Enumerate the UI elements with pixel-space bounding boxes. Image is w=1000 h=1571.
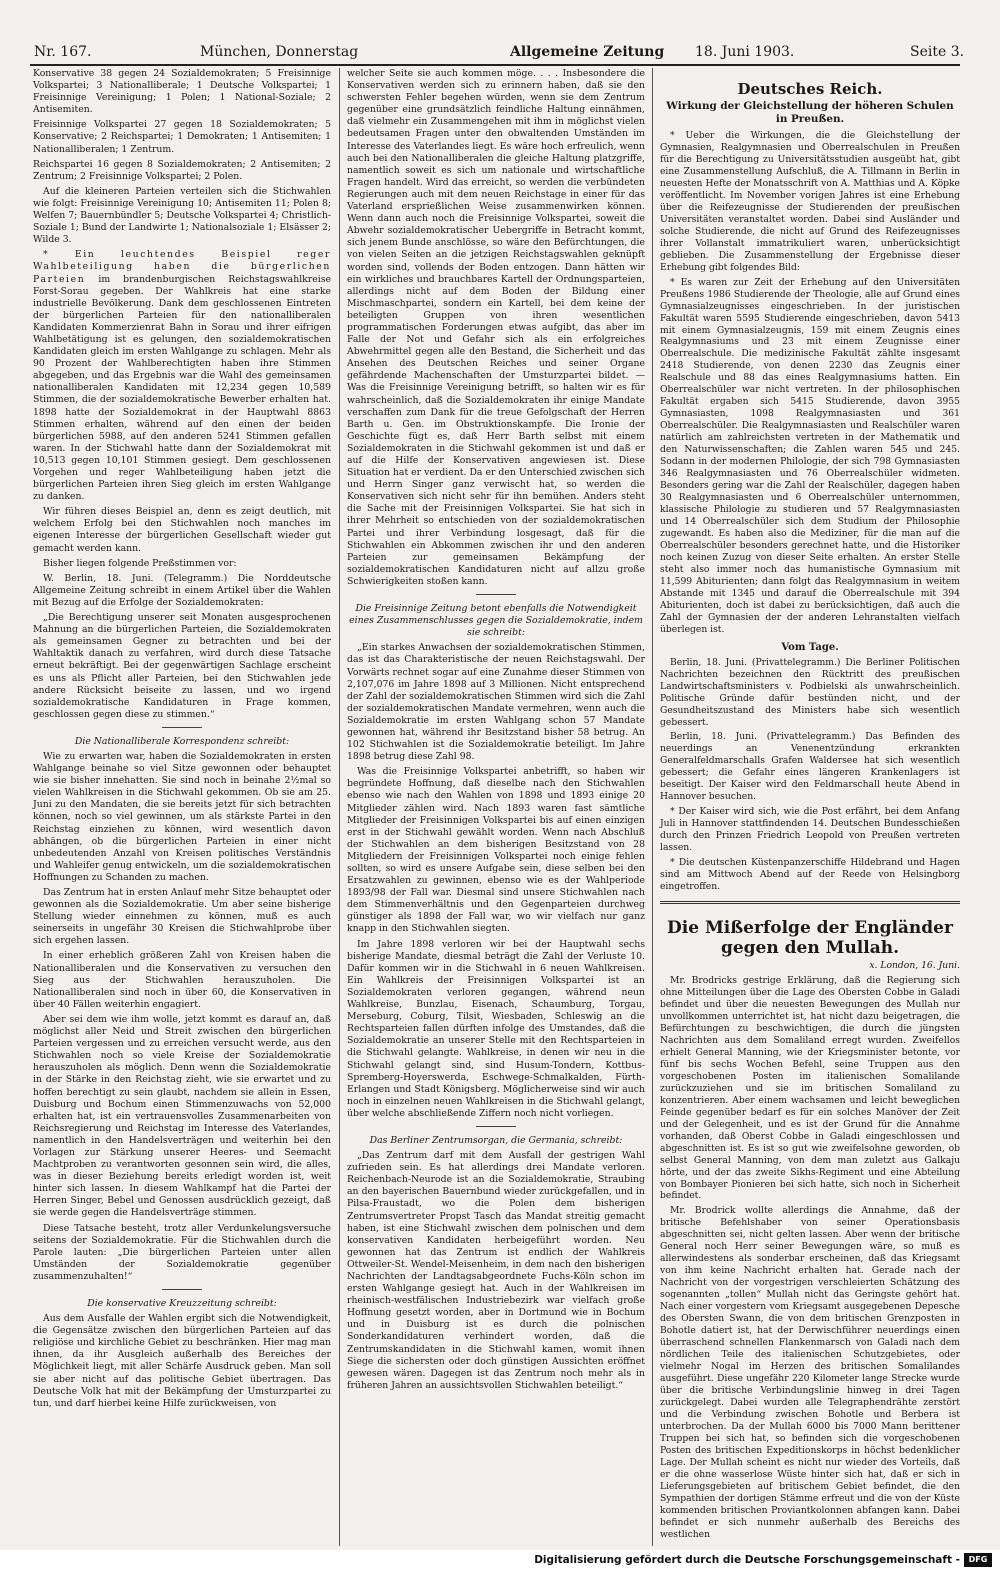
paragraph: W. Berlin, 18. Juni. (Telegramm.) Die Norddeutsche Allgemeine Zeitung schreibt in einem Artikel über die Wahlen mit Bezug auf die Erfolge der Sozialdemokraten: bbox=[33, 572, 331, 608]
paragraph: Auf die kleineren Parteien verteilen sich die Stichwahlen wie folgt: Freisinnige Vereinigung 10; Antisemiten 11; Polen 8; Welfen 7; Bauernbündler 5; Deutsche Volkspartei 4; Christlich-Soziale 1; Bund der Landwirte 1; Nationalsoziale 1; Elsässer 2; Wilde 3. bbox=[33, 185, 331, 246]
paragraph: * Der Kaiser wird sich, wie die Post erfährt, bei dem Anfang Juli in Hannover stattfindenden 14. Deutschen Bundesschießen durch den Prinzen Friedrich Leopold von Preußen vertreten lassen. bbox=[660, 806, 960, 854]
divider bbox=[162, 727, 202, 728]
paragraph: Reichspartei 16 gegen 8 Sozialdemokraten; 2 Antisemiten; 2 Zentrum; 2 Freisinnige Volkspartei; 2 Polen. bbox=[33, 158, 331, 182]
section-intro: Das Berliner Zentrumsorgan, die Germania, schreibt: bbox=[369, 1134, 623, 1146]
article-headline: Die Mißerfolge der Engländer gegen den Mullah. bbox=[667, 918, 953, 959]
lead-text: * Ein leuchtendes Beispiel reger Wahlbeteiligung haben die bürgerlichen Parteien bbox=[33, 249, 331, 285]
column-divider bbox=[339, 68, 340, 1546]
quote-paragraph: „Das Zentrum darf mit dem Ausfall der gestrigen Wahl zufrieden sein. Es hat allerdings drei Mandate verloren. Reichenbach-Neurode ist an die Sozialdemokratie, Straubing an den bayerischen Bauernbund wieder zurückgefallen, und in Pilsa-Fraustadt, wo die Polen dem bisherigen Zentrumsvertreter Propst Tasch das Mandat streitig gemacht haben, ist eine Stichwahl zwischen dem polnischen und dem konservativen Kandidaten herbeigeführt worden. Neu gewonnen hat das Zentrum ist endlich der Wahlkreis Ottweiler-St. Wendel-Meisenheim, in dem nach den bisherigen Nachrichten der Landtagsabgeordnete Fuchs-Köln schon im ersten Wahlgange gesiegt hat. Auch in der Wahlkreisen im rheinisch-westfälischen Industriebezirk war vielfach große Hoffnung gesetzt worden, aber in Dortmund wie in Bochum und in Duisburg ist es durch die polnischen Sonderkandidaturen verhindert worden, daß die Zentrumskandidaten in die Stichwahl kamen, womit ihnen Siege die sichersten oder doch günstigen Aussichten eröffnet gewesen wären. Dagegen ist das Zentrum noch mehr als in früheren Jahren an aussichtsvollen Stichwahlen beteiligt.“ bbox=[347, 1150, 645, 1391]
issue-number: Nr. 167. bbox=[34, 44, 92, 60]
quote-paragraph: * Es waren zur Zeit der Erhebung auf den Universitäten Preußens 1986 Studierende der Theologie, alle auf Grund eines Gymnasialzeugnisses eingeschrieben. In der juristischen Fakultät waren 5595 Studierende eingeschrieben, davon 5413 mit einem Gymnasialzeugnis, 159 mit einem Zeugnis eines Realgymnasiums und 23 mit einem Zeugnisse einer Oberrealschule. Die medizinische Fakultät zählte insgesamt 2418 Studierende, von denen 2230 das Zeugnis einer Realschule und 88 das eines Realgymnasiums hatten. Ein Oberrealschüler war nicht vertreten. In der philosophischen Fakultät ergaben sich 5415 Studierende, davon 3955 Gymnasiasten, 1098 Realgymnasiasten und 361 Oberrealschüler. Die Realgymnasiasten und Realschüler waren natürlich am zahlreichsten vertreten in der Mathematik und den Naturwissenschaften; die Zahlen waren 545 und 245. Sodann in der modernen Philologie, der sich 798 Gymnasiasten 346 Realgymnasiasten und 76 Oberrealschüler widmeten. Besonders gering war die Zahl der Realschüler, dagegen haben 30 Realgymnasiasten und 6 Oberrealschüler unternommen, klassische Philologie zu studieren und 57 Realgymnasiasten und 14 Oberrealschüler sich dem Studium der Philosophie zugewandt. Es haben also die Mediziner, für die man auf die Oberrealschüler besonders gerechnet hatte, und die Historiker noch keinen Zuzug von dieser Seite erhalten. An erster Stelle steht also immer noch das humanistische Gymnasium mit 11,599 Abiturienten; dann folgt das Realgymnasium in weitem Abstande mit 1345 und darauf die Oberrealschule mit 394 Abiturienten, doch ist dabei zu berücksichtigen, daß auch die Zahl der Gymnasien der der anderen Lehranstalten vielfach überlegen ist. bbox=[660, 276, 960, 635]
paragraph: Berlin, 18. Juni. (Privattelegramm.) Das Befinden des neuerdings an Venenentzündung erkrankten Generalfeldmarschalls Grafen Waldersee hat sich wesentlich gebessert; die Gefahr eines längeren Krankenlagers ist beseitigt. Der Kaiser wird den Feldmarschall heute Abend in Hannover besuchen. bbox=[660, 731, 960, 803]
quote-paragraph: „Die Berechtigung unserer seit Monaten ausgesprochenen Mahnung an die bürgerlichen Parteien, die Sozialdemokraten als gemeinsamen Gegner zu betrachten und bei der Wahltaktik danach zu verfahren, wird durch diese Tatsache erneut bekräftigt. Bei der gegenwärtigen Sachlage erscheint es uns als Pflicht aller Parteien, bei den Stichwahlen jede andere Rücksicht beiseite zu lassen, und wo irgend sozialdemokratische Kandidaturen in Frage kommen, geschlossen gegen diese zu stimmen.“ bbox=[33, 612, 331, 720]
column-divider bbox=[652, 68, 653, 1546]
paragraph: Wir führen dieses Beispiel an, denn es zeigt deutlich, mit welchem Erfolg bei den Stichwahlen noch manches im eigenen Interesse der bürgerlichen Gesellschaft wieder gut gemacht werden kann. bbox=[33, 506, 331, 554]
funding-note: Digitalisierung gefördert durch die Deutsche Forschungsgemeinschaft - bbox=[534, 1554, 960, 1566]
page-header bbox=[30, 42, 965, 66]
header-city-day: München, Donnerstag bbox=[200, 44, 359, 60]
section-heading: Deutsches Reich. bbox=[737, 80, 883, 98]
quote-paragraph: „Ein starkes Anwachsen der sozialdemokratischen Stimmen, das ist das Charakteristische der neuen Reichstagswahl. Der Vorwärts rechnet sogar auf eine Zunahme dieser Stimmen von 2,107,076 im Jahre 1898 auf 3 Millionen. Nicht entsprechend der Zahl der sozialdemokratischen Stimmen wird sich die Zahl der sozialdemokratischen Mandate vermehren, wenn auch die Sozialdemokratie im ersten Wahlgang schon 57 Mandate gewonnen hat, während ihr Besitzstand bisher 58 betrug. An 102 Stichwahlen ist die Sozialdemokratie beteiligt. Im Jahre 1898 betrug diese Zahl 98. bbox=[347, 642, 645, 763]
column-1 bbox=[33, 68, 331, 1413]
paragraph: Mr. Brodricks gestrige Erklärung, daß die Regierung sich ohne Mitteilungen über die Lage des Obersten Cobbe in Galadi befindet und über die neuesten Bewegungen des Mullah nur unvollkommen unterrichtet ist, hat nicht dazu beigetragen, die Befürchtungen zu beschwichtigen, die durch die jüngsten Nachrichten aus dem Somaliland erregt wurden. Zweifellos erhielt General Manning, wie der Kriegsminister betonte, vor fünf bis sechs Wochen Befehl, seine Truppen aus den vorgeschobenen Posten im italienischen Somalilande zurückzuziehen und sie im britischen Somaliland zu konzentrieren. Aber einem wachsamen und leicht beweglichen Feinde gegenüber bedarf es für ein solches Manöver der Zeit und der Gelegenheit, und es ist der Grund für die Annahme vorhanden, daß Oberst Cobbe in Galadi eingeschlossen und abgeschnitten ist. Es ist so gut wie zweifelsohne geworden, ob selbst General Manning, von dem man zuletzt aus Galkaju hörte, und der das zweite Sikhs-Regiment und eine Abteilung von Bombayer Pionieren bei sich hatte, sich noch in Sicherheit befindet. bbox=[660, 975, 960, 1202]
column-2 bbox=[347, 68, 645, 1395]
section-divider bbox=[660, 901, 960, 904]
newspaper-title: Allgemeine Zeitung bbox=[510, 44, 665, 60]
divider bbox=[476, 594, 516, 595]
paragraph: Diese Tatsache besteht, trotz aller Verdunkelungsversuche seitens der Sozialdemokratie. Für die Stichwahlen durch die Parole lauten: „Die bürgerlichen Parteien unter allen Umständen der Sozialdemokratie gegenüber zusammenzuhalten!“ bbox=[33, 1222, 331, 1282]
paragraph: Mr. Brodrick wollte allerdings die Annahme, daß der britische Befehlshaber von seiner Operationsbasis abgeschnitten sei, nicht gelten lassen. Aber wenn der britische General noch Herr seiner Bewegungen wäre, so muß es allerwindestens als sonderbar erscheinen, daß das Kriegsamt von ihm keine Nachricht erhalten hat. Gerade nach der Nachricht von der vorgestrigen verschleierten Schätzung des sogenannten „tollen“ Mullah nicht das Geringste gehört hat. Nach einer vorgestern vom Kriegsamt ausgegebenen Depesche des Obersten Swann, die von dem britischen Grenzposten in Bohotle datiert ist, hat der Derwischführer neuerdings einen überraschend schnellen Flankenmarsch von Galadi nach dem nördlichen Teile des italienischen Schutzgebietes, oder vielmehr Nogal im Herzen des britischen Somalilandes ausgeführt. Diese ungefähr 220 Kilometer lange Strecke wurde über die britische Verbindungslinie hinweg in drei Tagen zurückgelegt. Dabei wurden alle Telegraphendrähte zerstört und die Verbindung zwischen Bohotle und Berbera ist unterbrochen. Da der Mullah 6000 bis 7000 Mann berittener Truppen bei sich hat, so befinden sich die vorgeschobenen Posten des britischen Expeditionskorps in höchst bedenklicher Lage. Der Mullah scheint es nicht nur wieder des Vorteils, daß er die ohne wasserlose Wüste hinter sich hat, daß er sich in Lieferungsgebieten auf britischem Gebiet befindet, die den Sympathien der dortigen Stämme erfreut und die von der Küste kommenden britischen Proviantkolonnen abfangen kann. Dabei befindet er sich nunmehr außerhalb des Bereichs des westlichen bbox=[660, 1205, 960, 1540]
paragraph: Freisinnige Volkspartei 27 gegen 18 Sozialdemokraten; 5 Konservative; 2 Reichspartei; 1 Demokraten; 1 Antisemiten; 1 Nationalliberalen; 1 Zentrum. bbox=[33, 119, 331, 155]
column-3 bbox=[660, 68, 960, 1544]
paragraph: Im Jahre 1898 verloren wir bei der Hauptwahl sechs bisherige Mandate, diesmal beträgt die Zahl der Verluste 10. Dafür kommen wir in die Stichwahl in 6 neuen Wahlkreisen. Ein Wahlkreis der Freisinnigen Volkspartei ist an Sozialdemokraten verloren gegangen, während neun Wahlkreise, Bunzlau, Eisenach, Schaumburg, Torgau, Merseburg, Coburg, Tilsit, Wiesbaden, Schleswig an die Rechtsparteien fallen dürften infolge des Umstandes, daß die Sozialdemokratie an unserer Stelle mit den Rechtsparteien in die Stichwahl gelangte. Wahlkreise, in denen wir neu in die Stichwahl gelangt sind, sind Husum-Tondern, Kottbus-Spremberg-Hoyerswerda, Eschwege-Schmalkalden, Fürth-Erlangen und Stadt Königsberg. Möglicherweise sind wir auch noch in einzelnen neuen Wahlkreisen in die Stichwahl gelangt, über welche abschließende Ziffern noch nicht vorliegen. bbox=[347, 938, 645, 1119]
dfg-logo: DFG bbox=[964, 1553, 992, 1567]
section-intro: Die Nationalliberale Korrespondenz schreibt: bbox=[74, 735, 290, 747]
paragraph: Wie zu erwarten war, haben die Sozialdemokraten in ersten Wahlgange beinahe so viel Sitze gewonnen oder behauptet wie sie bisher innehatten. Sie sind noch in beinahe 2½mal so vielen Wahlkreisen in die Stichwahl gekommen. Ob sie am 25. Juni zu den Mandaten, die sie bereits jetzt für sich betrachten können, noch so viel gewinnen, um als stärkste Partei in den Reichstag einziehen zu können, wird wesentlich davon abhängen, ob die bürgerlichen Parteien in einer nicht unbedeutenden Anzahl von Kreisen politisches Verständnis und Wahleifer genug entwickeln, um die sozialdemokratischen Hoffnungen zu Schanden zu machen. bbox=[33, 750, 331, 883]
issue-date: 18. Juni 1903. bbox=[695, 44, 795, 60]
paragraph: Berlin, 18. Juni. (Privattelegramm.) Die Berliner Politischen Nachrichten bezeichnen den Rücktritt des preußischen Landwirtschaftsministers v. Podbielski als unwahrscheinlich. Politische Gründe dafür bestünden nicht, und der Gesundheitszustand des Ministers habe sich wesentlich gebessert. bbox=[660, 656, 960, 728]
body-text: im brandenburgischen Reichstagswahlkreise Forst-Sorau gegeben. Der Wahlkreis hat eine starke industrielle Bevölkerung. Dank dem geschlossenen Eintreten der bürgerlichen Parteien für den nationalliberalen Kandidaten Kommerzienrat Bahn in Sorau und ihrer eifrigen Wahlbetätigung ist es gelungen, den sozialdemokratischen Kandidaten gleich im ersten Wahlgange zu schlagen. Mehr als 90 Prozent der Wahlberechtigten haben ihre Stimmen abgegeben, und das Ergebnis war die Wahl des gemeinsamen nationalliberalen Kandidaten mit 12,234 gegen 10,589 Stimmen, die der sozialdemokratische Bewerber erhalten hat. 1898 hatte der Sozialdemokrat in der Hauptwahl 8863 Stimmen erhalten, während auf den einen der beiden bürgerlichen 5988, auf den anderen 5241 Stimmen gefallen waren. In der Stichwahl hatte dann der Sozialdemokrat mit 10,513 gegen 10,101 Stimmen gesiegt. Dem geschlossenen Vorgehen und reger Wahlbeteiligung haben jetzt die bürgerlichen Parteien ihren Sieg gleich im ersten Wahlgange zu danken. bbox=[33, 273, 331, 503]
section-intro: Die Freisinnige Zeitung betont ebenfalls die Notwendigkeit eines Zusammenschlusses gegen die Sozialdemokratie, indem sie schreibt: bbox=[349, 603, 643, 639]
paragraph bbox=[33, 249, 331, 503]
article-heading: Wirkung der Gleichstellung der höheren Schulen in Preußen. bbox=[666, 100, 954, 125]
section-intro: Die konservative Kreuzzeitung schreibt: bbox=[87, 1298, 277, 1309]
paragraph: Das Zentrum hat in ersten Anlauf mehr Sitze behauptet oder gewonnen als die Sozialdemokratie. Um aber seine bisherige Stellung wieder einnehmen zu können, muß es auch seinerseits in ungefähr 30 Kreisen die Stichwahlprobe über sich ergehen lassen. bbox=[33, 887, 331, 947]
dateline: x. London, 16. Juni. bbox=[869, 960, 960, 972]
paragraph: * Ueber die Wirkungen, die die Gleichstellung der Gymnasien, Realgymnasien und Oberrealschulen in Preußen für die Berechtigung zu Universitätsstudien ausgeübt hat, gibt eine Zusammenstellung Aufschluß, die A. Tillmann in Berlin in neuesten Hefte der Monatsschrift von A. Matthias und A. Köpke veröffentlicht. Im November vorigen Jahres ist eine Erhebung über die Reifezeugnisse der Studierenden der preußischen Universitäten veranstaltet worden. Dabei sind Ausländer und solche Studierende, die nicht auf Grund des Reifezeugnisses ihrer Vollanstalt immatrikuliert waren, unberücksichtigt geblieben. Die Zusammenstellung der Ergebnisse dieser Erhebung gibt folgendes Bild: bbox=[660, 130, 960, 273]
paragraph: * Die deutschen Küstenpanzerschiffe Hildebrand und Hagen sind am Mittwoch Abend auf der Reede von Helsingborg eingetroffen. bbox=[660, 857, 960, 893]
paragraph: Konservative 38 gegen 24 Sozialdemokraten; 5 Freisinnige Volkspartei; 3 Nationalliberale; 1 Deutsche Volkspartei; 1 Freisinnige Vereinigung; 1 Polen; 1 National-Soziale; 2 Antisemiten. bbox=[33, 68, 331, 116]
subsection-heading: Vom Tage. bbox=[781, 641, 839, 653]
paragraph: Bisher liegen folgende Preßstimmen vor: bbox=[43, 557, 237, 569]
paragraph: Was die Freisinnige Volkspartei anbetrifft, so haben wir begründete Hoffnung, daß dieselbe nach den Stichwahlen ebenso wie nach den Wahlen von 1898 und 1893 einige 20 Mitglieder zählen wird. Nach 1893 waren fast sämtliche Mitglieder der Freisinnigen Volkspartei bis auf einen einzigen erst in der Stichwahl gewählt worden. Wenn nach Abschluß der Stichwahlen an dem bisherigen Besitzstand von 28 Mitgliedern der Freisinnigen Volkspartei noch einige fehlen sollten, so wird es unsere Aufgabe sein, diese selben bei den Ersatzwahlen zu gewinnen, ebenso wie es der Wahlperiode 1893/98 der Fall war. Diesmal sind unsere Stichwahlen nach dem Stimmenverhältnis und den Gegenparteien durchweg günstiger als 1898 der Fall war, wo wir vielfach nur ganz knapp in den Stichwahlen siegten. bbox=[347, 766, 645, 935]
paragraph: Aus dem Ausfalle der Wahlen ergibt sich die Notwendigkeit, die Gegensätze zwischen den bürgerlichen Parteien auf das religiöse und kirchliche Gebiet zu beschränken. Hier mag man ihnen, da ihr Ausgleich außerhalb des Bereiches der Möglichkeit liegt, mit aller Schärfe Ausdruck geben. Man soll sie aber nicht auf das politische Gebiet übertragen. Das Deutsche Volk hat mit der Bekämpfung der Umsturzpartei zu tun, und darf hierbei keine Hilfe zurückweisen, von bbox=[33, 1313, 331, 1409]
divider bbox=[476, 1126, 516, 1127]
digitization-footer bbox=[0, 1550, 1000, 1571]
divider bbox=[162, 1289, 202, 1290]
paragraph: Aber sei dem wie ihm wolle, jetzt kommt es darauf an, daß möglichst aller Neid und Streit zwischen den bürgerlichen Parteien vergessen und zu erreichen versucht werde, aus den Stichwahlen noch so viele Kreise der Sozialdemokratie herauszuholen als möglich. Denn wenn die Sozialdemokratie in der Stärke in den Reichstag zieht, wie sie erwartet und zu hoffen berechtigt zu sein glaubt, nachdem sie allein in Essen, Duisburg und Bochum einen Stimmenzuwachs von 52,000 erhalten hat, ist ein vertrauensvolles Zusammenarbeiten von Reichsregierung und Reichstag im Interesse des Vaterlandes, namentlich in den Handelsverträgen und weiterhin bei den Vorlagen zur Stärkung unserer Heeres- und Seemacht Machtproben zu verantworten gesonnen sein wird, die alles, was in dieser Beziehung bereits erledigt worden ist, weit hinter sich lassen. In diesem Wahlkampf hat die Partei der Herren Singer, Bebel und Genossen ausdrücklich gezeigt, daß sie werde gegen die Handelsverträge stimmen. bbox=[33, 1013, 331, 1219]
paragraph: In einer erheblich größeren Zahl von Kreisen haben die Nationalliberalen und die Konservativen zu versuchen den Sieg aus der Stichwahlen herauszuholen. Die Nationalliberalen sind noch in über 60, die Konservativen in über 40 Fällen weiterhin engagiert. bbox=[33, 950, 331, 1010]
page-number: Seite 3. bbox=[910, 44, 965, 60]
paragraph: welcher Seite sie auch kommen möge. . . . Insbesondere die Konservativen werden sich zu erinnern haben, daß sie den schwersten Fehler begehen würden, wenn sie dem Zentrum gegenüber eine grundsätzlich feindliche Haltung einnähmen, daß vielmehr ein Zusammengehen mit ihm in möglichst vielen bedeutsamen Fragen unter den obwaltenden Umständen im Interesse des Vaterlandes liegt. Es wäre hoch erfreulich, wenn auch bei den Nationalliberalen die gleiche Haltung platzgriffe, namentlich soweit es sich um nationale und wirtschaftliche Fragen handelt. Wird das erreicht, so werden die verbündeten Regierungen auch mit dem neuen Reichstage in einer für das Vaterland ersprießlichen Weise zusammenwirken können. Wenn dann auch noch die Freisinnige Volkspartei, soweit die Abwehr sozialdemokratischer Uebergriffe in Betracht kommt, sich jenem Bunde anschlösse, so wäre den Befürchtungen, die von vielen Seiten an die jetzigen Reichstagswahlen geknüpft worden sind, vollends der Boden entzogen. Dann hätten wir ein wirkliches und brauchbares Kartell der Ordnungsparteien, allerdings nicht auf dem Boden der Bildung einer Mischmaschpartei, sondern ein Kartell, bei dem keine der beteiligten Gruppen von ihren wesentlichen programmatischen Forderungen etwas aufgibt, das aber im Falle der Not und Gefahr sich als ein erfolgreiches Abwehrmittel gegen alle den Bestand, die Sicherheit und das Ansehen des Deutschen Reiches und seiner Organe gefährdende Machenschaften der Umsturzpartei bildet. — Was die Freisinnige Vereinigung betrifft, so halten wir es für wahrscheinlich, daß die Sozialdemokraten ihr einige Mandate verschaffen zum Dank für die treue Gefolgschaft der Herren Barth u. Gen. im Obstruktionskampfe. Die Ironie der Geschichte fügt es, daß Herr Barth selbst mit einem Sozialdemokraten in die Stichwahl gekommen ist und daß er auf die Hilfe der Konservativen angewiesen ist. Diese Situation hat er verdient. Da er den Unterschied zwischen sich und Herrn Singer ganz verwischt hat, so werden die Konservativen sich nicht sehr für ihn bemühen. Anders steht die Sache mit der Freisinnigen Volkspartei. Sie hat sich in ihrer Mehrheit so entschieden von der sozialdemokratischen Partei und ihrer Verbindung losgesagt, daß für die Stichwahlen ein Abkommen zwischen ihr und den anderen Parteien zur gemeinsamen Bekämpfung der sozialdemokratischen Kandidaturen nicht auf allzu große Schwierigkeiten stoßen kann. bbox=[347, 68, 645, 587]
